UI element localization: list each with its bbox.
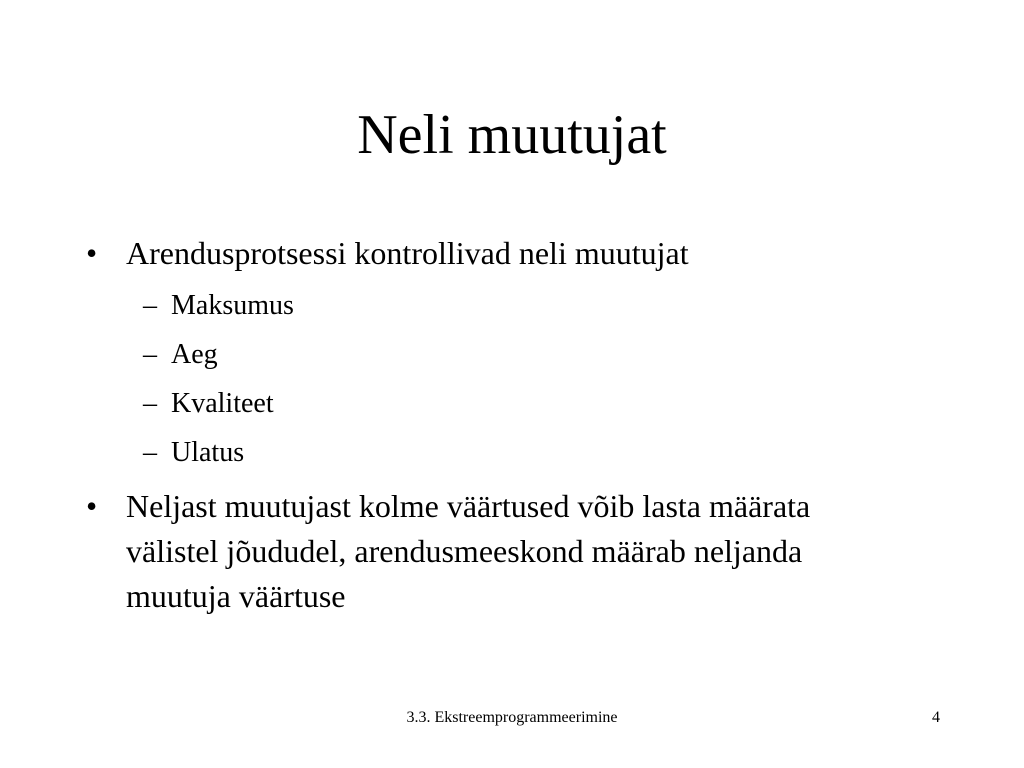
sub-bullet-item — [143, 337, 743, 373]
sub-bullet-text: Kvaliteet — [171, 388, 274, 419]
bullet-text: Arendusprotsessi kontrollivad neli muutujat — [126, 235, 689, 271]
bullet-text: Neljast muutujast kolme väärtused võib lasta määrata välistel jõududel, arendusmeeskond määrab neljanda muutuja väärtuse — [126, 488, 811, 614]
bullet-marker: • — [86, 488, 98, 524]
bullet-item — [86, 484, 846, 619]
footer-title: 3.3. Ekstreemprogrammeerimine — [406, 709, 618, 726]
bullet-marker: • — [86, 235, 98, 271]
sub-bullet-text: Ulatus — [171, 437, 245, 468]
dash-marker: – — [143, 339, 157, 370]
dash-marker: – — [143, 437, 157, 468]
sub-bullet-item — [143, 386, 743, 422]
sub-bullet-text: Aeg — [171, 339, 218, 370]
dash-marker: – — [143, 388, 157, 419]
page-number: 4 — [932, 709, 940, 726]
sub-bullet-text: Maksumus — [171, 290, 294, 321]
bullet-item — [86, 231, 886, 276]
slide-title: Neli muutujat — [357, 104, 667, 166]
dash-marker: – — [143, 290, 157, 321]
sub-bullet-item — [143, 435, 743, 471]
sub-bullet-item — [143, 288, 743, 324]
